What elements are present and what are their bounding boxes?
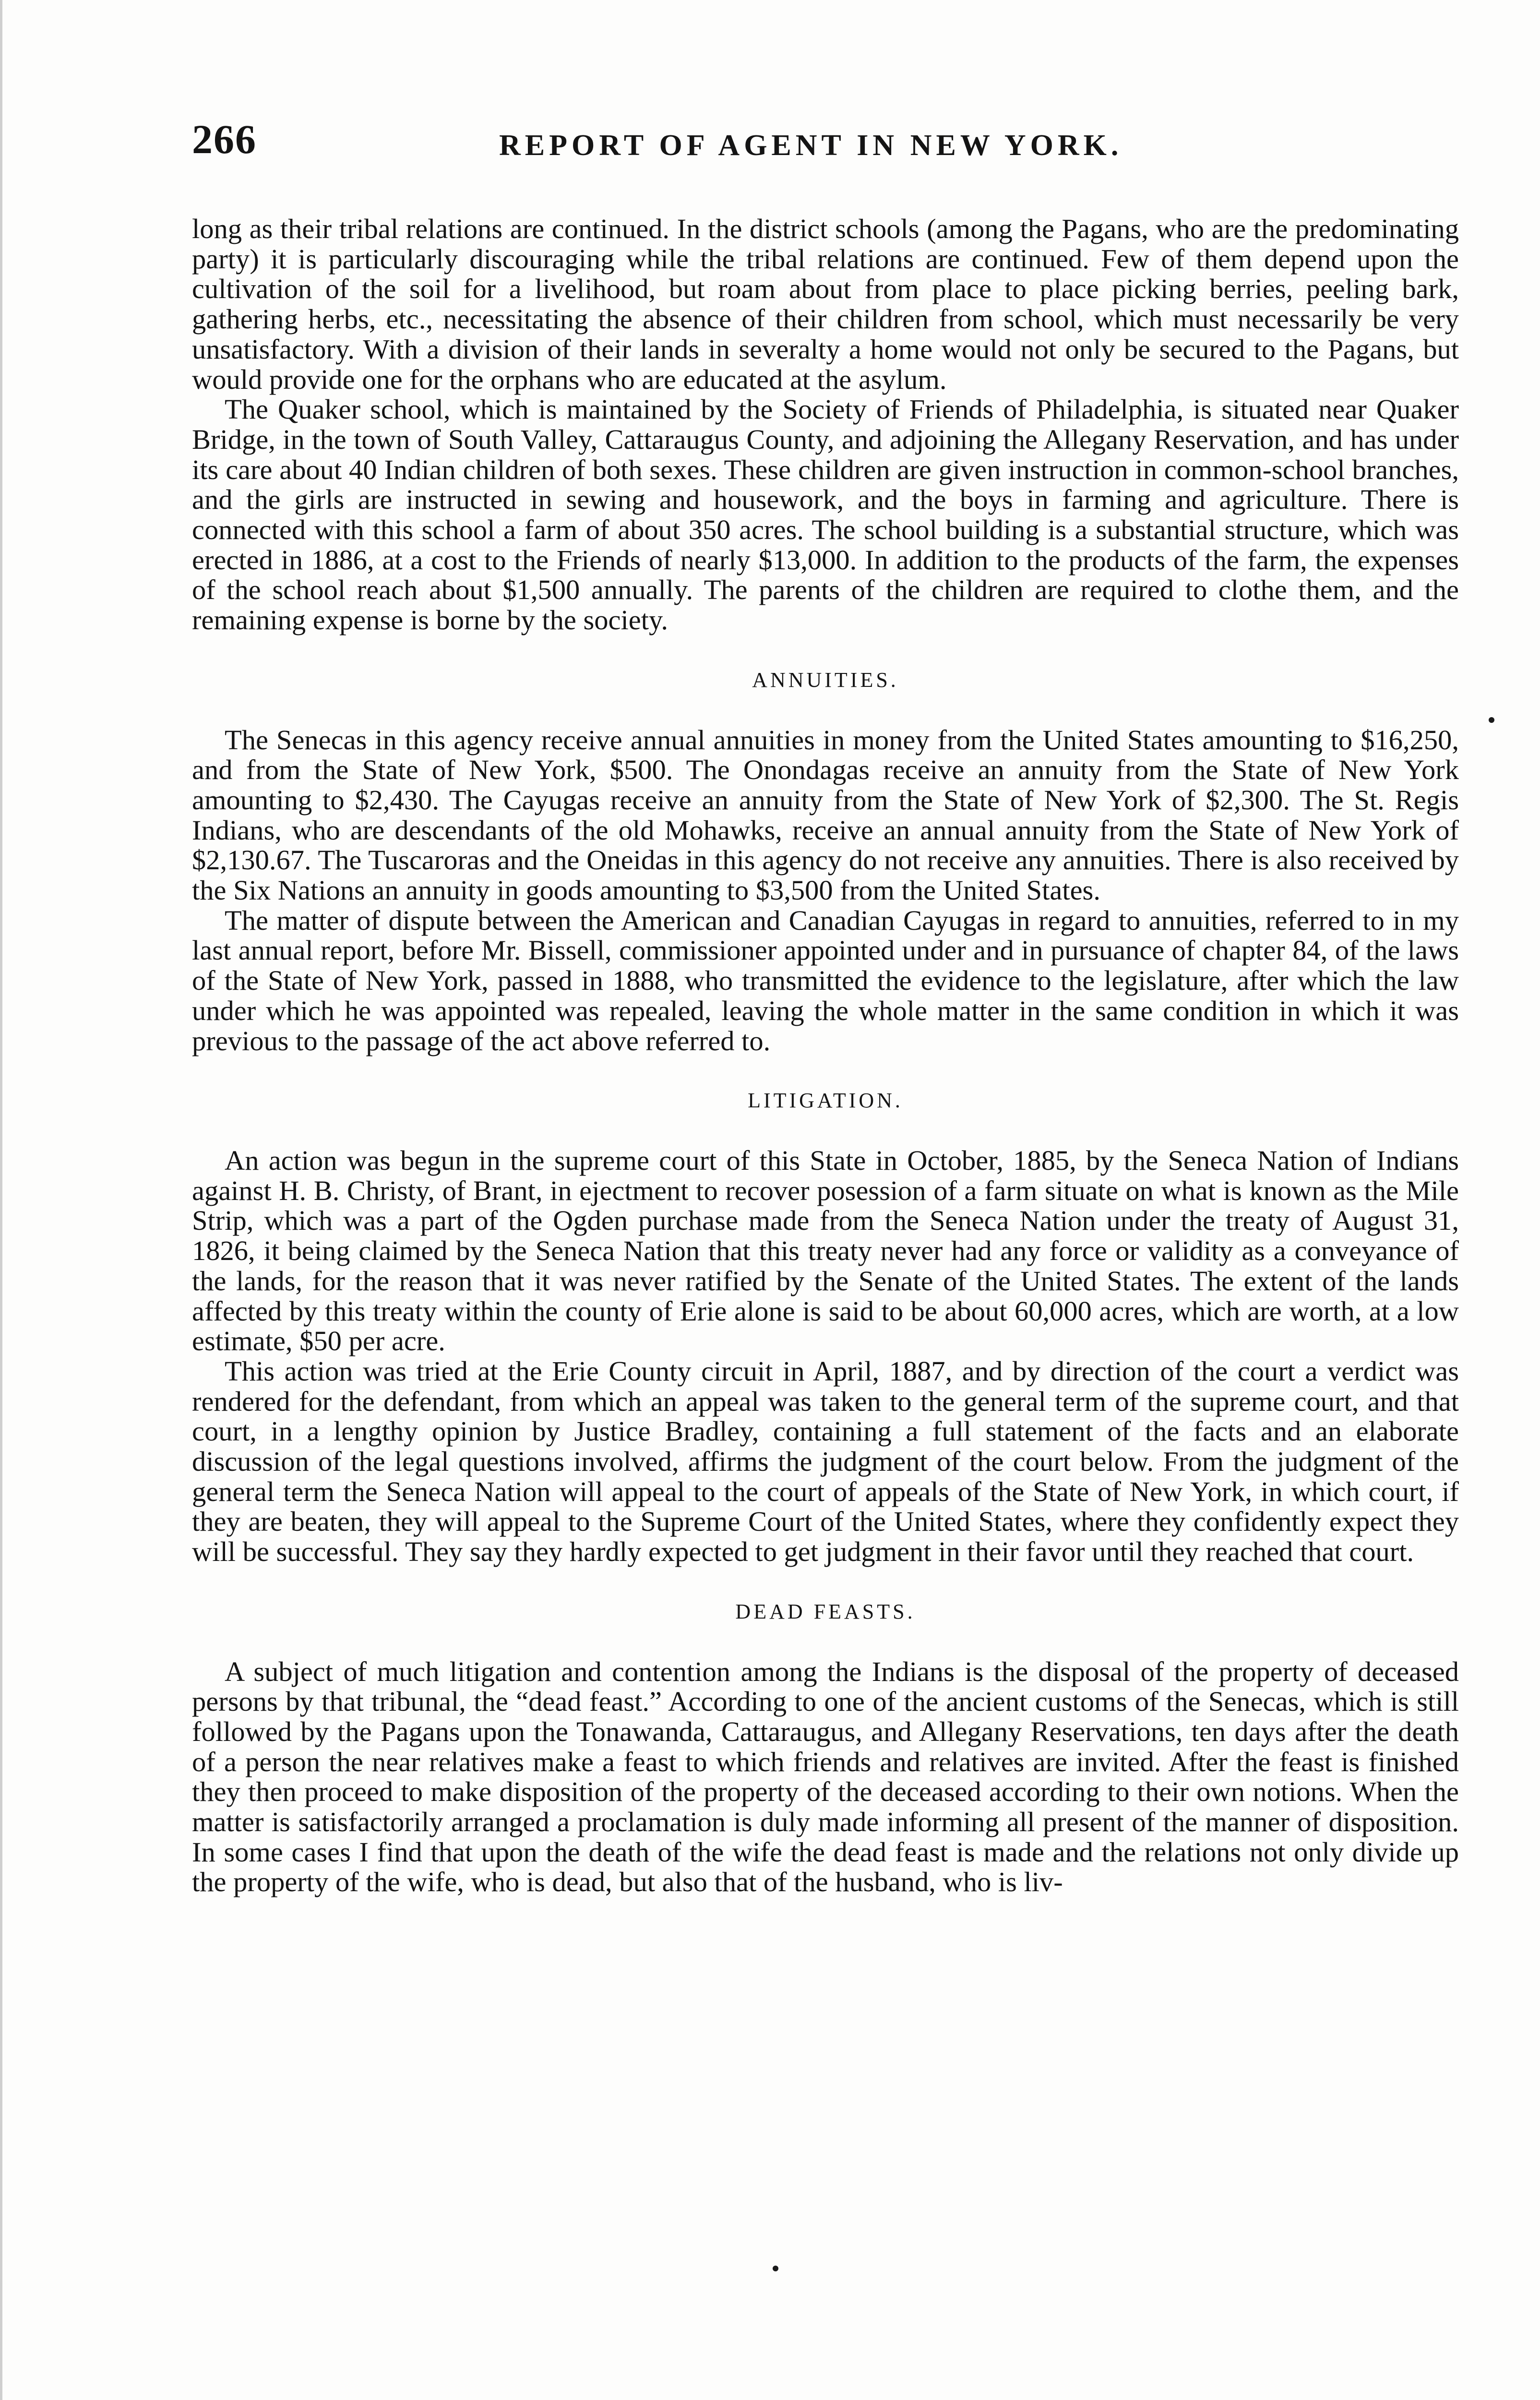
heading-litigation: LITIGATION. bbox=[748, 1089, 903, 1113]
paragraph-dead-feast: A subject of much litigation and contention among the Indians is the disposal of the property of deceased persons by that tribunal, the “dead feast.” According to one of the ancient customs of the Senecas, which is still followed by the Pagans upon the Tonawanda, Cattaraugus, and Allegany Reservations, ten days after the death of a person the near relatives make a feast to which friends and relatives are invited. After the feast is finished they then proceed to make disposition of the property of the deceased according to their own notions. When the matter is satisfactorily arranged a proclamation is duly made informing all present of the manner of disposition. In some cases I find that upon the death of the wife the dead feast is made and the relations not only divide up the property of the wife, who is dead, but also that of the husband, who is liv- bbox=[192, 1656, 1459, 1898]
page-header bbox=[192, 115, 1459, 178]
heading-dead-feasts: DEAD FEASTS. bbox=[735, 1599, 916, 1623]
margin-dot bbox=[1489, 717, 1494, 723]
body-text bbox=[192, 214, 1459, 1897]
paragraph-cayugas-dispute: The matter of dispute between the American and Canadian Cayugas in regard to annuities, referred to in my last annual report, before Mr. Bissell, commissioner appointed under and in pursuance of chapter 84, of the laws of the State of New York, passed in 1888, who transmitted the evidence to the legislature, after which the law under which he was appointed was repealed, leaving the whole matter in the same condition in which it was previous to the passage of the act above referred to. bbox=[192, 904, 1459, 1056]
paragraph-annuities: The Senecas in this agency receive annual annuities in money from the United States amounting to $16,250, and from the State of New York, $500. The Onondagas receive an annuity from the State of New York amounting to $2,430. The Cayugas receive an annuity from the State of New York of $2,300. The St. Regis Indians, who are descendants of the old Mohawks, receive an annual annuity from the State of New York of $2,130.67. The Tuscaroras and the Oneidas in this agency do not receive any annuities. There is also received by the Six Nations an annuity in goods amounting to $3,500 from the United States. bbox=[192, 724, 1459, 906]
paragraph-asylum: long as their tribal relations are continued. In the district schools (among the Pagans, who are the predominating party) it is particularly discouraging while the tribal relations are continued. Few of them depend upon the cultivation of the soil for a livelihood, but roam about from place to place picking berries, peeling bark, gathering herbs, etc., necessitating the absence of their children from school, which must necessarily be very unsatisfactory. With a division of their lands in severalty a home would not only be secured to the Pagans, but would provide one for the orphans who are educated at the asylum. bbox=[192, 213, 1459, 395]
paragraph-quaker-school: The Quaker school, which is maintained by the Society of Friends of Philadelphia, is situated near Quaker Bridge, in the town of South Valley, Cattaraugus County, and adjoining the Allegany Reservation, and has under its care about 40 Indian children of both sexes. These children are given instruction in common-school branches, and the girls are instructed in sewing and housework, and the boys in farming and agriculture. There is connected with this school a farm of about 350 acres. The school building is a substantial structure, which was erected in 1886, at a cost to the Friends of nearly $13,000. In addition to the products of the farm, the expenses of the school reach about $1,500 annually. The parents of the children are required to clothe them, and the remaining expense is borne by the society. bbox=[192, 394, 1459, 636]
heading-annuities: ANNUITIES. bbox=[752, 668, 899, 692]
margin-dot bbox=[773, 2266, 778, 2271]
scan-edge-left bbox=[0, 0, 2, 2400]
page-number: 266 bbox=[192, 116, 257, 162]
running-head: REPORT OF AGENT IN NEW YORK. bbox=[499, 129, 1123, 162]
paragraph-erie-circuit: This action was tried at the Erie County circuit in April, 1887, and by direction of the court a verdict was rendered for the defendant, from which an appeal was taken to the general term of the supreme court, and that court, in a lengthy opinion by Justice Bradley, containing a full statement of the facts and an elaborate discussion of the legal questions involved, affirms the judgment of the court below. From the judgment of the general term the Seneca Nation will appeal to the court of appeals of the State of New York, in which court, if they are beaten, they will appeal to the Supreme Court of the United States, where they confidently expect they will be successful. They say they hardly expected to get judgment in their favor until they reached that court. bbox=[192, 1355, 1459, 1568]
paragraph-christy-action: An action was begun in the supreme court of this State in October, 1885, by the Seneca Nation of Indians against H. B. Christy, of Brant, in ejectment to recover posession of a farm situate on what is known as the Mile Strip, which was a part of the Ogden purchase made from the Seneca Nation under the treaty of August 31, 1826, it being claimed by the Seneca Nation that this treaty never had any force or validity as a conveyance of the lands, for the reason that it was never ratified by the Senate of the United States. The extent of the lands affected by this treaty within the county of Erie alone is said to be about 60,000 acres, which are worth, at a low estimate, $50 per acre. bbox=[192, 1144, 1459, 1357]
